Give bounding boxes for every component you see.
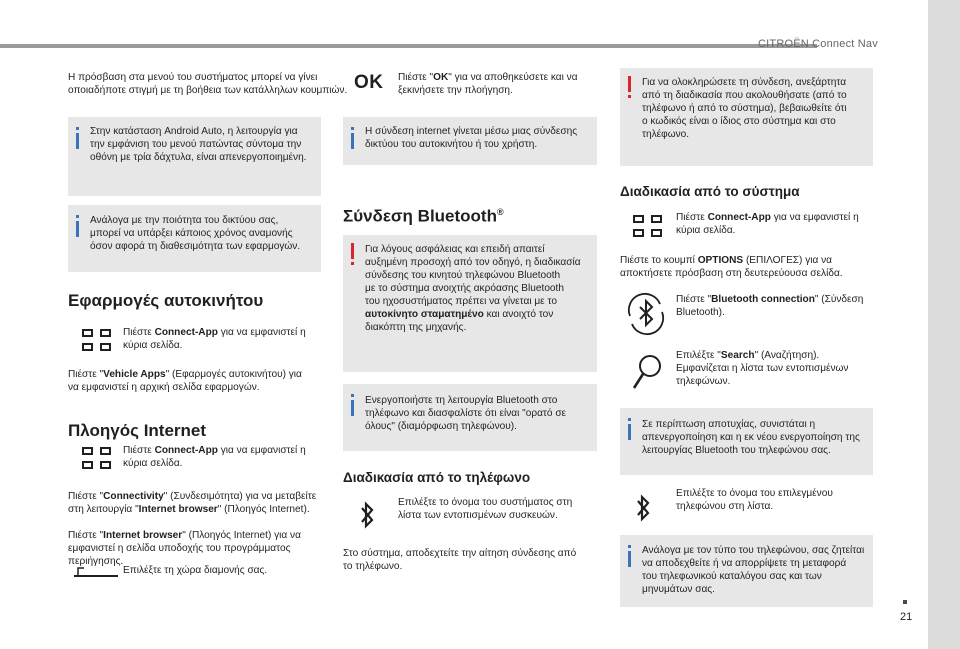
select-phone-line: Επιλέξτε το όνομα του επιλεγμένου — [676, 488, 833, 499]
note-line: οθόνη με τρία δάχτυλα, είναι απενεργοποιημένη. — [90, 152, 307, 163]
ok-line-2: ξεκινήσετε την πλοήγηση. — [398, 85, 513, 96]
warning-note-safety — [343, 235, 597, 372]
heading-phone-procedure: Διαδικασία από το τηλέφωνο — [343, 470, 531, 485]
bluetooth-icon — [636, 493, 650, 523]
heading-bluetooth-connection: Σύνδεση Bluetooth® — [343, 206, 504, 226]
heading-system-procedure: Διαδικασία από το σύστημα — [620, 184, 800, 199]
note-line: μηνυμάτων σας. — [642, 584, 715, 595]
note-line: Η σύνδεση internet γίνεται μέσω μιας σύνδεσης — [365, 126, 578, 137]
bluetooth-connection-icon — [624, 292, 668, 336]
system-press-line: Πιέστε Connect-App για να εμφανιστεί η — [676, 212, 859, 223]
note-line: Στην κατάσταση Android Auto, η λειτουργία για — [90, 126, 298, 137]
warning-icon — [351, 243, 358, 267]
apps-vehicle-line: Πιέστε "Vehicle Apps" (Εφαρμογές αυτοκινήτου) για — [68, 369, 302, 380]
info-note-activate-bluetooth — [343, 384, 597, 451]
note-line: Ενεργοποιήστε τη λειτουργία Bluetooth στο — [365, 395, 558, 406]
browser-line-2: εμφανιστεί η σελίδα υποδοχής του προγράμματος — [68, 543, 291, 554]
info-note-failure — [620, 408, 873, 475]
accept-line-2: το τηλέφωνο. — [343, 561, 403, 572]
warning-line: τηλέφωνο. — [642, 129, 690, 140]
intro-line-1: Η πρόσβαση στα μενού του συστήματος μπορεί να γίνει — [68, 72, 318, 83]
country-line: Επιλέξτε τη χώρα διαμονής σας. — [123, 565, 268, 576]
info-icon — [351, 127, 358, 149]
note-line: Ανάλογα με τον τύπο του τηλεφώνου, σας ζητείται — [642, 545, 865, 556]
note-line: λειτουργίας Bluetooth του τηλεφώνου σας. — [642, 445, 831, 456]
info-icon — [628, 545, 635, 567]
options-line: Πιέστε το κουμπί OPTIONS (ΕΠΙΛΟΓΕΣ) για να — [620, 255, 833, 266]
bt-connection-line: Πιέστε "Bluetooth connection" (Σύνδεση — [676, 294, 864, 305]
accept-line: Στο σύστημα, αποδεχτείτε την αίτηση σύνδεσης από — [343, 548, 577, 559]
browser-line: Πιέστε "Internet browser" (Πλοηγός Internet) για να — [68, 530, 301, 541]
info-icon — [351, 394, 358, 416]
heading-internet-browser: Πλοηγός Internet — [68, 421, 207, 440]
note-line: του τηλεφωνικού καταλόγου σας και των — [642, 571, 822, 582]
warning-line: Για να ολοκληρώσετε τη σύνδεση, ανεξάρτητα — [642, 77, 847, 88]
select-phone-line-2: τηλεφώνου στη λίστα. — [676, 501, 774, 512]
warning-line: αυξημένη προσοχή από τον οδηγό, η διαδικασία — [365, 257, 581, 268]
apps-grid-icon — [633, 215, 667, 243]
connectivity-line-2: στη λειτουργία "Internet browser" (Πλοηγός Internet). — [68, 504, 310, 515]
warning-line: σύνδεσης του κινητού τηλεφώνου Bluetooth — [365, 270, 561, 281]
ok-line: Πιέστε "OK" για να αποθηκεύσετε και να — [398, 72, 578, 83]
warning-line: του ηχοσυστήματος πρέπει να γίνεται με το — [365, 296, 557, 307]
system-press-line-2: κύρια σελίδα. — [676, 225, 736, 236]
header-rule — [0, 44, 817, 48]
note-line: δικτύου του αυτοκινήτου ή του χρήστη. — [365, 139, 538, 150]
info-note-phone-type — [620, 535, 873, 607]
warning-line: αυτοκίνητο σταματημένο και ανοιχτό τον — [365, 309, 554, 320]
internet-press-line: Πιέστε Connect-App για να εμφανιστεί η — [123, 445, 306, 456]
note-line: Ανάλογα με την ποιότητα του δικτύου σας, — [90, 215, 279, 226]
page-marker — [903, 600, 907, 604]
intro-line-2: οποιαδήποτε στιγμή με τη βοήθεια των κατάλληλων κουμπιών. — [68, 85, 348, 96]
note-line: μπορεί να υπάρξει κάποιος χρόνος αναμονής — [90, 228, 293, 239]
info-icon — [628, 418, 635, 440]
options-line-2: αποκτήσετε πρόσβαση στη δευτερεύουσα σελίδα. — [620, 268, 843, 279]
note-line: απενεργοποίηση και η εκ νέου ενεργοποίηση της — [642, 432, 860, 443]
apps-vehicle-line-2: να εμφανιστεί η αρχική σελίδα εφαρμογών. — [68, 382, 260, 393]
note-line: Σε περίπτωση αποτυχίας, συνιστάται η — [642, 419, 816, 430]
warning-line: διακόπτη της μηχανής. — [365, 322, 467, 333]
search-icon — [630, 352, 664, 396]
note-line: όλους" (διαμόρφωση τηλεφώνου). — [365, 421, 517, 432]
browser-line-3: περιήγησης. — [68, 556, 124, 567]
page-number: 21 — [900, 611, 913, 623]
connectivity-line: Πιέστε "Connectivity" (Συνδεσιμότητα) για να μεταβείτε — [68, 491, 317, 502]
apps-grid-icon — [82, 447, 116, 475]
page-side-band — [928, 0, 960, 649]
info-note-network — [68, 205, 321, 272]
internet-press-line-2: κύρια σελίδα. — [123, 458, 183, 469]
country-list-icon — [74, 564, 118, 578]
warning-note-code — [620, 68, 873, 166]
note-line: την εμφάνιση του μενού πατώντας σύντομα την — [90, 139, 302, 150]
warning-line: Για λόγους ασφάλειας και επειδή απαιτεί — [365, 244, 545, 255]
ok-icon: OK — [354, 72, 384, 93]
apps-press-line-2: κύρια σελίδα. — [123, 340, 183, 351]
select-name-line-2: λίστα των εντοπισμένων συσκευών. — [398, 510, 558, 521]
bluetooth-icon — [360, 500, 374, 530]
info-icon — [76, 215, 83, 237]
note-line: να αποδεχθείτε ή να απορρίψετε τη μεταφορά — [642, 558, 847, 569]
apps-press-line: Πιέστε Connect-App για να εμφανιστεί η — [123, 327, 306, 338]
bt-connection-line-2: Bluetooth). — [676, 307, 725, 318]
warning-icon — [628, 76, 635, 100]
info-note-internet-connection — [343, 117, 597, 165]
warning-line: με το σύστημα ανοιχτής ακρόασης Bluetooth — [365, 283, 564, 294]
search-line: Επιλέξτε "Search" (Αναζήτηση). — [676, 350, 820, 361]
search-line-2: Εμφανίζεται η λίστα των εντοπισμένων — [676, 363, 849, 374]
select-name-line: Επιλέξτε το όνομα του συστήματος στη — [398, 497, 573, 508]
info-icon — [76, 127, 83, 149]
running-header-title: CITROËN Connect Nav — [758, 38, 878, 50]
note-line: όσον αφορά τη διαθεσιμότητα των εφαρμογών. — [90, 241, 301, 252]
heading-vehicle-apps: Εφαρμογές αυτοκινήτου — [68, 291, 264, 310]
info-note-android-auto — [68, 117, 321, 196]
search-line-3: τηλεφώνων. — [676, 376, 731, 387]
warning-line: από τη διαδικασία που ακολουθήσατε (από το — [642, 90, 847, 101]
warning-line: ο κωδικός είναι ο ίδιος στο σύστημα και στο — [642, 116, 836, 127]
note-line: τηλέφωνο και διασφαλίστε ότι είναι "ορατό σε — [365, 408, 567, 419]
warning-line: τηλέφωνο ή από το σύστημα), βεβαιωθείτε ότι — [642, 103, 847, 114]
apps-grid-icon — [82, 329, 116, 357]
